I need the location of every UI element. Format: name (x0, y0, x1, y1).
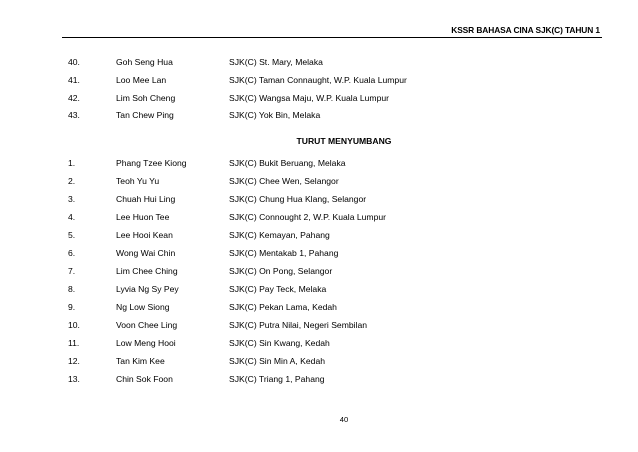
page-header-title: KSSR BAHASA CINA SJK(C) TAHUN 1 (451, 25, 600, 35)
contributor-number: 10. (68, 320, 80, 330)
contributor-name: Chuah Hui Ling (116, 194, 176, 204)
list-item (0, 75, 638, 87)
contributor-school: SJK(C) Chee Wen, Selangor (229, 176, 339, 186)
contributor-name: Voon Chee Ling (116, 320, 178, 330)
list-item-number: 41. (68, 75, 80, 85)
contributor-name: Ng Low Siong (116, 302, 170, 312)
contributor-school: SJK(C) Sin Min A, Kedah (229, 356, 326, 366)
contributor-row (0, 176, 638, 188)
list-item-school: SJK(C) Wangsa Maju, W.P. Kuala Lumpur (229, 93, 390, 103)
contributor-row (0, 266, 638, 278)
contributor-school: SJK(C) Putra Nilai, Negeri Sembilan (229, 320, 368, 330)
contributor-name: Teoh Yu Yu (116, 176, 160, 186)
contributor-school: SJK(C) Triang 1, Pahang (229, 374, 325, 384)
contributor-number: 1. (68, 158, 76, 168)
contributor-name: Wong Wai Chin (116, 248, 176, 258)
list-item-name: Lim Soh Cheng (116, 93, 176, 103)
page-number-text: 40 (339, 415, 349, 424)
contributor-row (0, 338, 638, 350)
section-heading (0, 136, 638, 146)
contributor-row (0, 212, 638, 224)
contributor-number: 12. (68, 356, 80, 366)
contributor-row (0, 302, 638, 314)
contributor-school: SJK(C) Connought 2, W.P. Kuala Lumpur (229, 212, 386, 222)
contributor-number: 11. (68, 338, 80, 348)
contributor-school: SJK(C) Bukit Beruang, Melaka (229, 158, 346, 168)
contributor-row (0, 248, 638, 260)
list-item-number: 42. (68, 93, 80, 103)
list-item-school: SJK(C) Taman Connaught, W.P. Kuala Lumpur (229, 75, 407, 85)
contributor-row (0, 356, 638, 368)
contributor-school: SJK(C) Pekan Lama, Kedah (229, 302, 337, 312)
contributor-name: Lee Hooi Kean (116, 230, 173, 240)
contributor-number: 5. (68, 230, 76, 240)
contributor-number: 3. (68, 194, 76, 204)
header-divider (62, 37, 602, 38)
contributor-number: 8. (68, 284, 76, 294)
contributor-number: 4. (68, 212, 76, 222)
list-item (0, 93, 638, 105)
contributor-number: 9. (68, 302, 76, 312)
contributor-school: SJK(C) Sin Kwang, Kedah (229, 338, 330, 348)
contributor-school: SJK(C) Pay Teck, Melaka (229, 284, 327, 294)
contributor-row (0, 284, 638, 296)
contributor-row (0, 194, 638, 206)
contributor-number: 7. (68, 266, 76, 276)
list-item-name: Loo Mee Lan (116, 75, 167, 85)
contributor-name: Lim Chee Ching (116, 266, 178, 276)
list-item-name: Tan Chew Ping (116, 110, 174, 120)
contributor-name: Chin Sok Foon (116, 374, 173, 384)
contributor-name: Lyvia Ng Sy Pey (116, 284, 179, 294)
section-heading-text: TURUT MENYUMBANG (296, 136, 392, 146)
contributor-row (0, 374, 638, 386)
page-number (0, 415, 638, 424)
contributor-name: Tan Kim Kee (116, 356, 165, 366)
list-item-name: Goh Seng Hua (116, 57, 173, 67)
contributor-name: Lee Huon Tee (116, 212, 170, 222)
list-item-number: 40. (68, 57, 80, 67)
contributor-school: SJK(C) Mentakab 1, Pahang (229, 248, 339, 258)
contributor-number: 13. (68, 374, 80, 384)
contributor-school: SJK(C) On Pong, Selangor (229, 266, 333, 276)
contributor-school: SJK(C) Chung Hua Klang, Selangor (229, 194, 367, 204)
contributor-name: Phang Tzee Kiong (116, 158, 187, 168)
contributor-number: 6. (68, 248, 76, 258)
list-item-school: SJK(C) St. Mary, Melaka (229, 57, 323, 67)
contributor-number: 2. (68, 176, 76, 186)
list-item-number: 43. (68, 110, 80, 120)
list-item (0, 110, 638, 122)
list-item-school: SJK(C) Yok Bin, Melaka (229, 110, 321, 120)
contributor-school: SJK(C) Kemayan, Pahang (229, 230, 330, 240)
contributor-row (0, 230, 638, 242)
contributor-row (0, 158, 638, 170)
contributor-name: Low Meng Hooi (116, 338, 176, 348)
contributor-row (0, 320, 638, 332)
list-item (0, 57, 638, 69)
